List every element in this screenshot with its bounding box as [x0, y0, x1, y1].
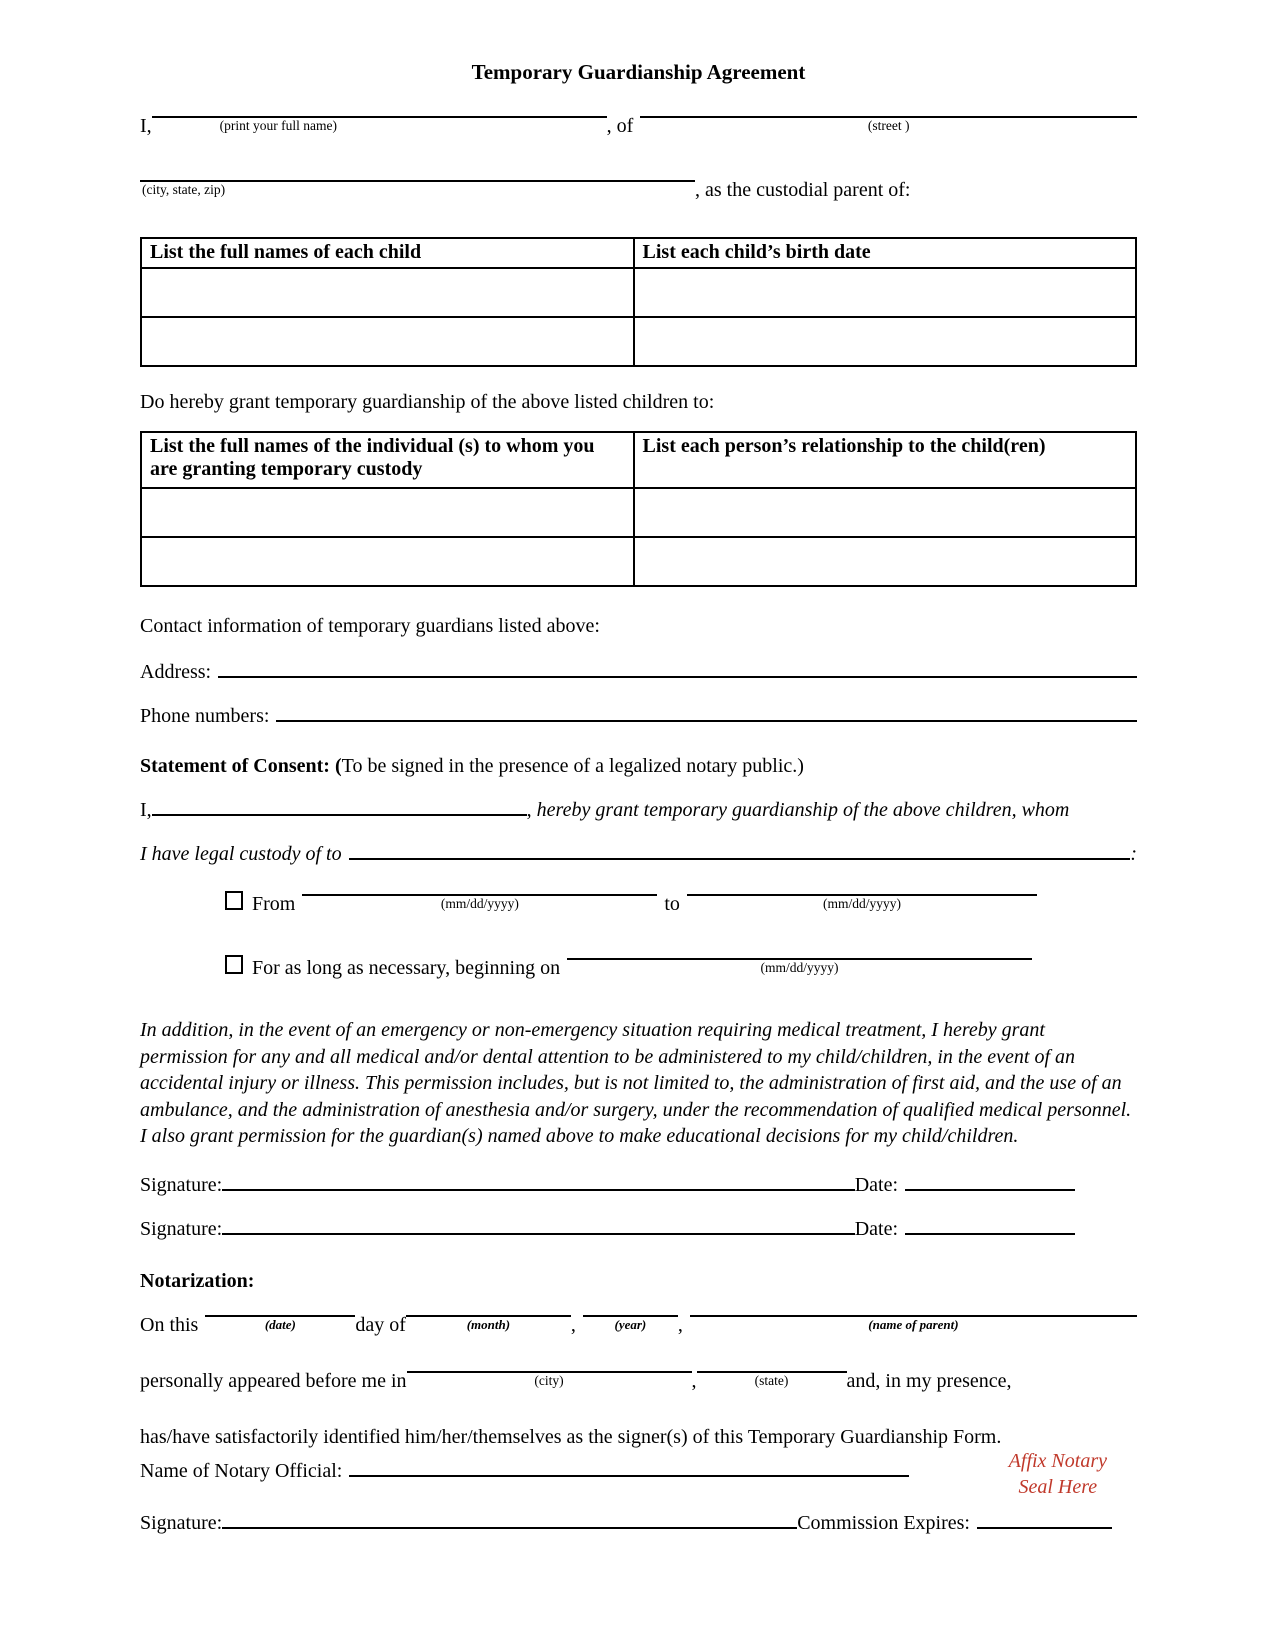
notary-year-field[interactable] — [583, 1314, 678, 1332]
medical-consent-paragraph: In addition, in the event of an emergency or non-emergency situation requiring medical treatment, I hereby grant permission for any and all medical and/or dental attention to be administered to my child/children, in the event of an accidental injury or illness. This permission includes, but is not limited to, the administration of first aid, and the use of an ambulance, and the administration of anesthesia and/or surgery, under the recommendation of qualified medical personnel. I also grant permission for the guardian(s) named above to make educational decisions for my child/children. — [140, 1019, 1132, 1147]
guardians-table — [140, 431, 1137, 587]
year-hint: (year) — [614, 1316, 647, 1332]
child-name-cell[interactable] — [141, 268, 634, 317]
guardian-relationship-cell[interactable] — [634, 537, 1136, 586]
guardians-table-header-names: List the full names of the individual (s) to whom you are granting temporary custody — [141, 432, 634, 488]
signature-line-2 — [140, 1218, 1075, 1248]
signature-label: Signature: — [140, 1217, 223, 1240]
street-hint: (street ) — [867, 118, 910, 133]
children-table — [140, 237, 1137, 367]
consent-i-label: I, — [140, 799, 152, 821]
appeared-line — [140, 1370, 1137, 1400]
notary-date-field[interactable] — [205, 1314, 355, 1332]
date-field-2[interactable] — [905, 1232, 1075, 1235]
child-name-cell[interactable] — [141, 317, 634, 366]
commission-expires-label: Commission Expires: — [797, 1511, 970, 1534]
comma: , — [677, 1313, 683, 1336]
notary-signature-field[interactable] — [222, 1526, 797, 1529]
identified-text: has/have satisfactorily identified him/her/themselves as the signer(s) of this Temporary Guardianship Form. — [140, 1425, 1002, 1448]
consent-heading-rest: To be signed in the presence of a legalized notary public.) — [341, 755, 804, 777]
consent-comma: , — [526, 799, 537, 821]
notary-signature-line — [140, 1512, 1112, 1542]
to-date-field[interactable] — [687, 893, 1037, 911]
street-field[interactable] — [640, 115, 1137, 133]
notary-name-label: Name of Notary Official: — [140, 1459, 343, 1482]
seal-line-2: Seal Here — [1018, 1475, 1098, 1498]
beginning-date-field[interactable] — [567, 957, 1032, 975]
commission-expires-field[interactable] — [977, 1526, 1112, 1529]
consent-grant-text: hereby grant temporary guardianship of the above children, whom — [536, 799, 1070, 821]
consent-name-field[interactable] — [152, 813, 527, 816]
page-title: Temporary Guardianship Agreement — [471, 60, 806, 84]
child-birthdate-cell[interactable] — [634, 317, 1136, 366]
notarization-date-line — [140, 1314, 1137, 1344]
signature-label: Signature: — [140, 1173, 223, 1196]
from-label: From — [252, 893, 296, 915]
notary-name-line — [140, 1460, 1137, 1490]
intro-line-1 — [140, 115, 1137, 145]
consent-heading — [140, 753, 1137, 779]
i-label: I, — [140, 115, 152, 137]
notary-city-field[interactable] — [407, 1370, 692, 1388]
full-name-field[interactable] — [152, 115, 607, 133]
notary-state-field[interactable] — [697, 1370, 847, 1388]
notary-name-field[interactable] — [349, 1474, 909, 1477]
child-birthdate-cell[interactable] — [634, 268, 1136, 317]
day-of-label: day of — [355, 1313, 406, 1336]
address-label: Address: — [140, 661, 212, 683]
grant-statement: Do hereby grant temporary guardianship of the above listed children to: — [140, 391, 715, 413]
date-hint: (date) — [264, 1316, 296, 1332]
appeared-label: personally appeared before me in — [140, 1369, 407, 1392]
signature-field-1[interactable] — [222, 1188, 854, 1191]
phone-line — [140, 705, 1137, 735]
address-field[interactable] — [218, 675, 1137, 678]
parent-name-field[interactable] — [690, 1314, 1137, 1332]
duration-line — [140, 955, 1032, 985]
city-hint: (city) — [534, 1372, 564, 1388]
children-table-header-birthdate: List each child’s birth date — [634, 238, 1136, 268]
parent-name-hint: (name of parent) — [868, 1316, 959, 1332]
children-table-header-names: List the full names of each child — [141, 238, 634, 268]
to-label: to — [664, 893, 680, 915]
notarization-heading: Notarization: — [140, 1269, 255, 1292]
comma: , — [691, 1369, 697, 1392]
beginning-date-format-hint: (mm/dd/yyyy) — [760, 960, 839, 975]
phone-field[interactable] — [276, 719, 1137, 722]
from-date-field[interactable] — [302, 893, 657, 911]
custody-label: I have legal custody of to — [140, 843, 342, 865]
signature-field-2[interactable] — [222, 1232, 854, 1235]
custody-guardian-field[interactable] — [349, 857, 1131, 860]
date-range-line — [140, 891, 1037, 921]
seal-line-1: Affix Notary — [1008, 1449, 1107, 1472]
custodial-parent-label: , as the custodial parent of: — [695, 179, 911, 201]
city-state-zip-field[interactable] — [140, 179, 695, 197]
phone-label: Phone numbers: — [140, 705, 270, 727]
custody-colon: : — [1130, 843, 1137, 865]
consent-line-1 — [140, 799, 1137, 829]
date-range-checkbox[interactable] — [225, 891, 243, 910]
address-line — [140, 661, 1137, 691]
print-name-hint: (print your full name) — [219, 118, 338, 133]
guardian-relationship-cell[interactable] — [634, 488, 1136, 537]
guardian-name-cell[interactable] — [141, 488, 634, 537]
guardians-table-header-relationship: List each person’s relationship to the child(ren) — [634, 432, 1136, 488]
comma: , — [570, 1313, 576, 1336]
date-label: Date: — [854, 1173, 898, 1196]
duration-label: For as long as necessary, beginning on — [252, 957, 561, 979]
from-date-format-hint: (mm/dd/yyyy) — [440, 896, 519, 911]
presence-label: and, in my presence, — [846, 1369, 1012, 1392]
affix-notary-seal-note — [1009, 1448, 1107, 1500]
contact-heading: Contact information of temporary guardians listed above: — [140, 615, 600, 637]
notary-seal-region — [140, 1424, 1137, 1498]
intro-line-2 — [140, 179, 1137, 209]
notary-month-field[interactable] — [406, 1314, 571, 1332]
notary-signature-label: Signature: — [140, 1511, 223, 1534]
consent-heading-bold: Statement of Consent: ( — [140, 755, 342, 777]
guardian-name-cell[interactable] — [141, 537, 634, 586]
date-label: Date: — [854, 1217, 898, 1240]
date-field-1[interactable] — [905, 1188, 1075, 1191]
consent-line-2 — [140, 843, 1137, 873]
city-state-zip-hint: (city, state, zip) — [142, 182, 226, 197]
month-hint: (month) — [466, 1316, 511, 1332]
of-label: , of — [606, 115, 634, 137]
signature-line-1 — [140, 1174, 1075, 1204]
on-this-label: On this — [140, 1313, 199, 1336]
duration-checkbox[interactable] — [225, 955, 243, 974]
to-date-format-hint: (mm/dd/yyyy) — [822, 896, 901, 911]
state-hint: (state) — [754, 1372, 789, 1388]
